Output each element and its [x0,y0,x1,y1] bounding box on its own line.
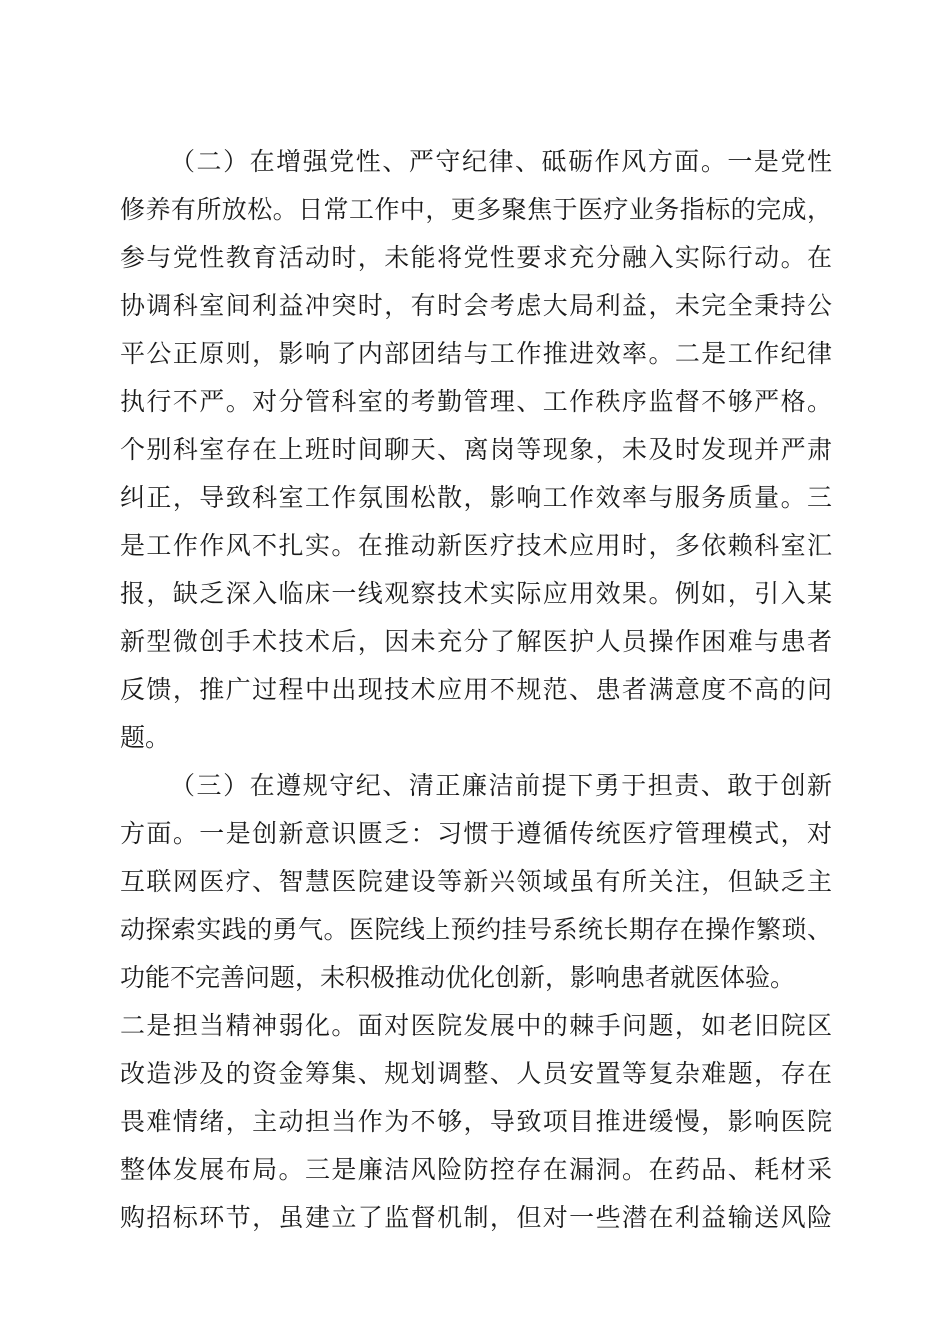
text-line: 畏难情绪，主动担当作为不够，导致项目推进缓慢，影响医院 [120,1107,832,1136]
text-line: 纠正，导致科室工作氛围松散，影响工作效率与服务质量。三 [120,483,832,512]
text-line: 题。 [120,723,171,752]
text-line: 方面。一是创新意识匮乏：习惯于遵循传统医疗管理模式，对 [120,819,832,848]
text-line: 修养有所放松。日常工作中，更多聚焦于医疗业务指标的完成， [120,195,832,224]
text-line: 反馈，推广过程中出现技术应用不规范、患者满意度不高的问 [120,675,832,704]
text-line: 个别科室存在上班时间聊天、离岗等现象，未及时发现并严肃 [120,435,832,464]
text-line: 整体发展布局。三是廉洁风险防控存在漏洞。在药品、耗材采 [120,1155,832,1184]
text-line: 执行不严。对分管科室的考勤管理、工作秩序监督不够严格。 [120,387,832,416]
text-line: 购招标环节，虽建立了监督机制，但对一些潜在利益输送风险 [120,1203,832,1232]
text-line: 二是担当精神弱化。面对医院发展中的棘手问题，如老旧院区 [120,1011,832,1040]
text-line: 是工作作风不扎实。在推动新医疗技术应用时，多依赖科室汇 [120,531,832,560]
text-line: 互联网医疗、智慧医院建设等新兴领域虽有所关注，但缺乏主 [120,867,832,896]
text-line: 功能不完善问题，未积极推动优化创新，影响患者就医体验。 [120,963,796,992]
paragraph-3-heading-line: （三）在遵规守纪、清正廉洁前提下勇于担责、敢于创新 [170,771,832,800]
text-line: 改造涉及的资金筹集、规划调整、人员安置等复杂难题，存在 [120,1059,832,1088]
text-line: 平公正原则，影响了内部团结与工作推进效率。二是工作纪律 [120,339,832,368]
text-line: 协调科室间利益冲突时，有时会考虑大局利益，未完全秉持公 [120,291,832,320]
text-line: 动探索实践的勇气。医院线上预约挂号系统长期存在操作繁琐、 [120,915,832,944]
text-line: 报，缺乏深入临床一线观察技术实际应用效果。例如，引入某 [120,579,832,608]
text-line: 新型微创手术技术后，因未充分了解医护人员操作困难与患者 [120,627,832,656]
text-line: 参与党性教育活动时，未能将党性要求充分融入实际行动。在 [120,243,832,272]
paragraph-2-heading-line: （二）在增强党性、严守纪律、砥砺作风方面。一是党性 [170,147,832,176]
